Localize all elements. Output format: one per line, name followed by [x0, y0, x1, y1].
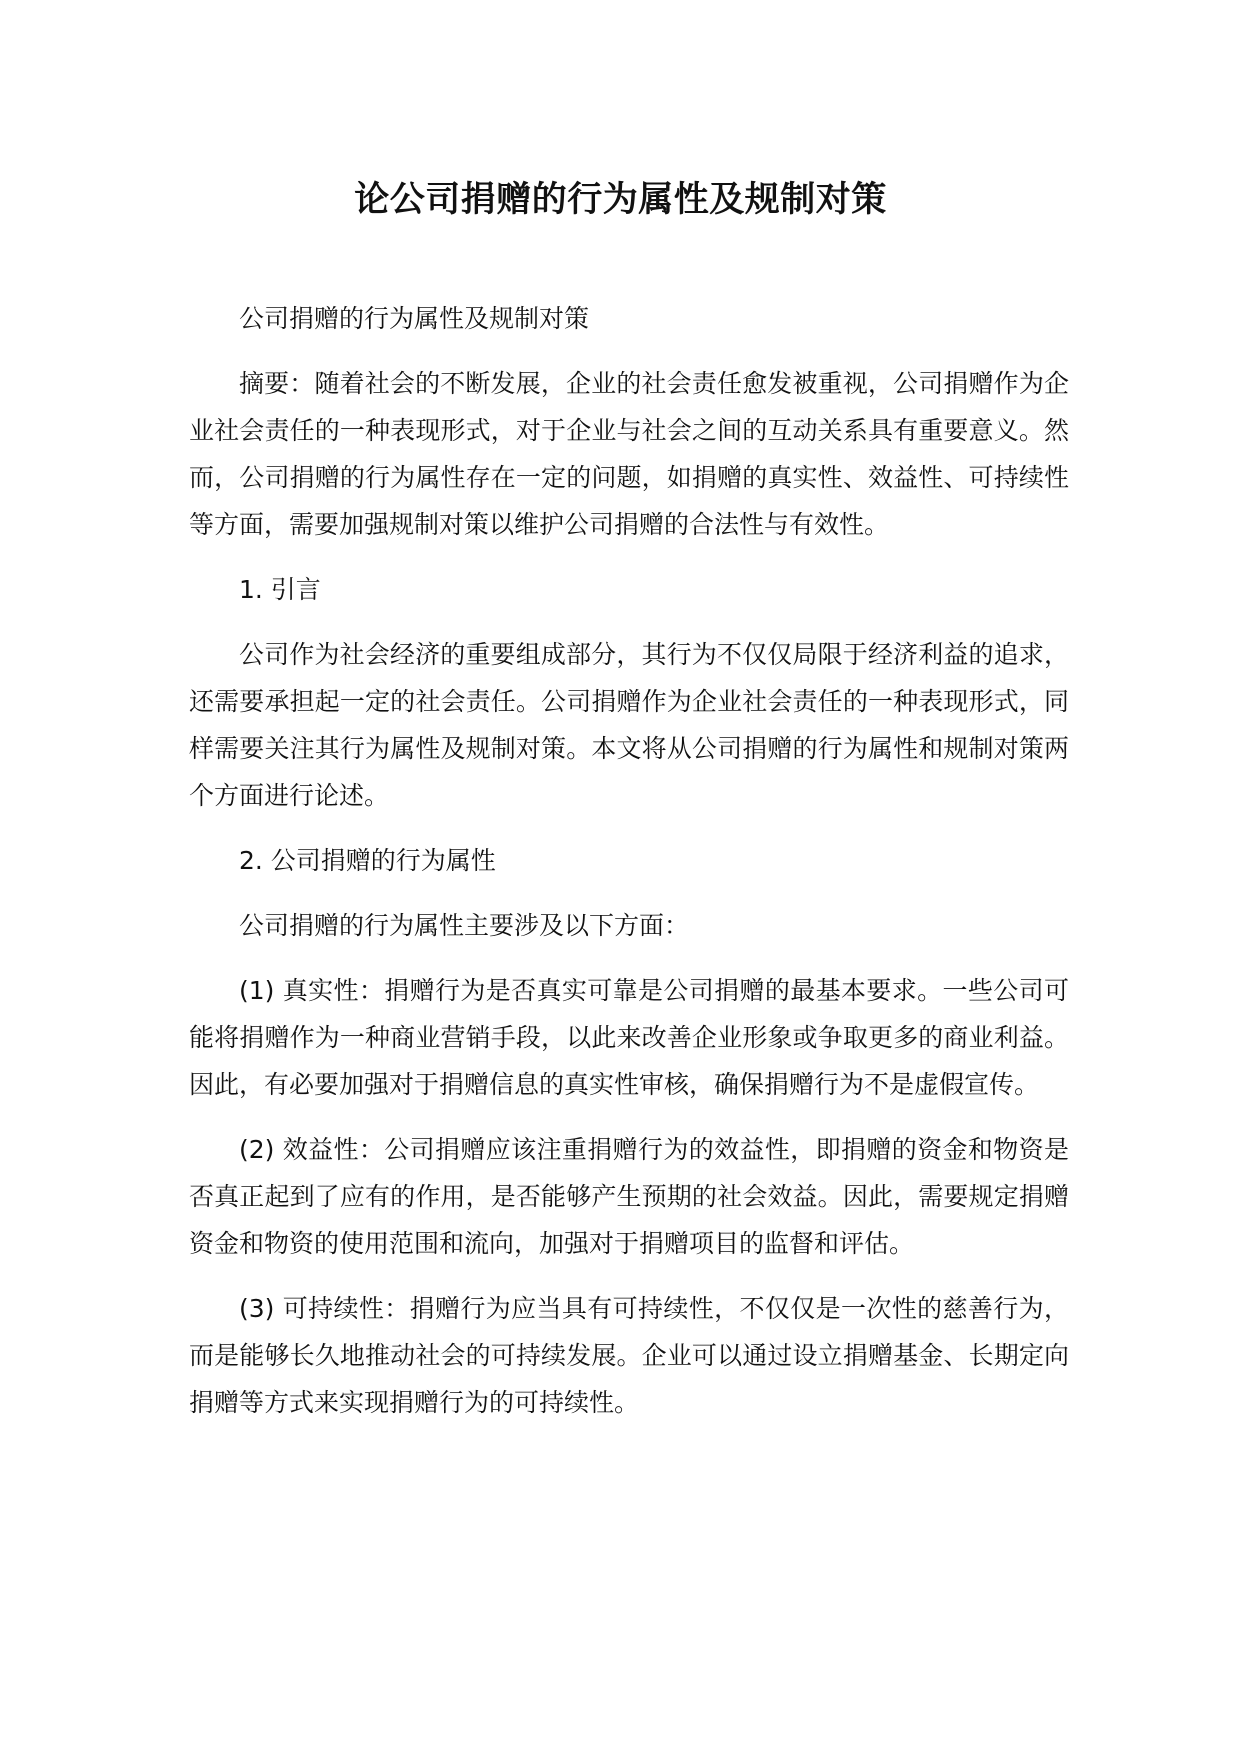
subtitle-paragraph: 公司捐赠的行为属性及规制对策	[239, 304, 590, 333]
behavior-attributes-intro: 公司捐赠的行为属性主要涉及以下方面：	[239, 911, 690, 940]
document-title: 论公司捐赠的行为属性及规制对策	[354, 180, 887, 220]
sustainability-paragraph: (3) 可持续性：捐赠行为应当具有可持续性，不仅仅是一次性的慈善行为，而是能够长久地推动社会的可持续发展。企业可以通过设立捐赠基金、长期定向捐赠等方式来实现捐赠行为的可持续性。	[189, 1294, 1069, 1417]
introduction-paragraph: 公司作为社会经济的重要组成部分，其行为不仅仅局限于经济利益的追求，还需要承担起一定的社会责任。公司捐赠作为企业社会责任的一种表现形式，同样需要关注其行为属性及规制对策。本文将从公司捐赠的行为属性和规制对策两个方面进行论述。	[189, 640, 1069, 810]
effectiveness-paragraph: (2) 效益性：公司捐赠应该注重捐赠行为的效益性，即捐赠的资金和物资是否真正起到了应有的作用，是否能够产生预期的社会效益。因此，需要规定捐赠资金和物资的使用范围和流向，加强对于捐赠项目的监督和评估。	[189, 1135, 1069, 1258]
abstract-paragraph: 摘要：随着社会的不断发展，企业的社会责任愈发被重视，公司捐赠作为企业社会责任的一种表现形式，对于企业与社会之间的互动关系具有重要意义。然而，公司捐赠的行为属性存在一定的问题，如捐赠的真实性、效益性、可持续性等方面，需要加强规制对策以维护公司捐赠的合法性与有效性。	[189, 369, 1069, 539]
section-heading-behavior-attributes: 2. 公司捐赠的行为属性	[239, 846, 496, 875]
authenticity-paragraph: (1) 真实性：捐赠行为是否真实可靠是公司捐赠的最基本要求。一些公司可能将捐赠作为一种商业营销手段，以此来改善企业形象或争取更多的商业利益。因此，有必要加强对于捐赠信息的真实性审核，确保捐赠行为不是虚假宣传。	[189, 976, 1069, 1099]
document-body	[189, 295, 1069, 1444]
section-heading-introduction: 1. 引言	[239, 575, 321, 604]
